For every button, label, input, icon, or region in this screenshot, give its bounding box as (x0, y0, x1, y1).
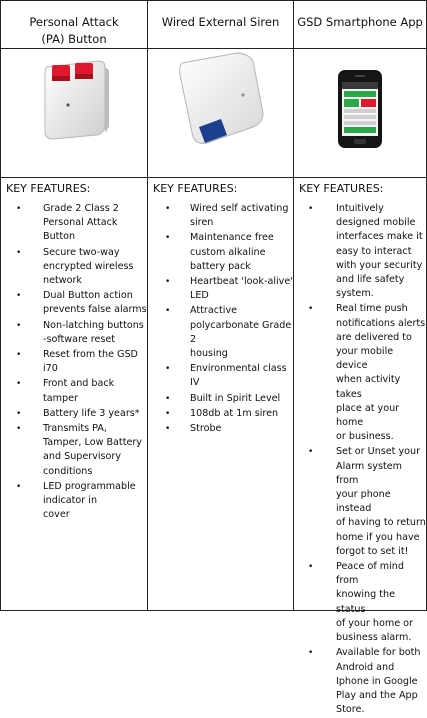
feature-text-line: Environmental class (190, 363, 287, 375)
feature-text-line: with your security (336, 259, 423, 271)
bullet-icon: • (308, 447, 314, 458)
feature-text-line: Strobe (190, 423, 222, 435)
bullet-icon: • (16, 481, 22, 492)
feature-text-line: home if you have (336, 531, 420, 543)
feature-text-line: Iphone in Google (336, 675, 418, 687)
feature-item (294, 445, 426, 559)
feature-text-line: Transmits PA, (43, 423, 107, 435)
feature-text-line: siren (190, 217, 214, 229)
bullet-icon: • (165, 233, 171, 244)
feature-text-line: Attractive (190, 305, 238, 317)
feature-text-line: Intuitively (336, 203, 384, 214)
feature-item (294, 560, 426, 645)
feature-text-line: cover (43, 509, 70, 521)
feature-text-line: and life safety (336, 274, 405, 286)
feature-text-line: Reset from the GSD (43, 349, 138, 361)
feature-text-line: business alarm. (336, 632, 412, 644)
header-line: Personal Attack (29, 15, 119, 29)
bullet-icon: • (308, 204, 314, 214)
bullet-icon: • (308, 648, 314, 659)
feature-text-line: Set or Unset your (336, 446, 421, 458)
feature-text-line: i70 (43, 363, 58, 375)
feature-item (294, 302, 426, 444)
feature-item (148, 202, 293, 230)
feature-text-line: are delivered to (336, 331, 412, 343)
feature-item (1, 202, 147, 245)
feature-text-line: Personal Attack (43, 217, 118, 229)
header-line: Wired External Siren (161, 15, 280, 29)
bullet-icon: • (165, 424, 171, 435)
bullet-icon: • (308, 304, 314, 315)
features-list (294, 202, 426, 717)
feature-text-line: tamper (43, 392, 78, 404)
feature-text-line: prevents false alarms (43, 304, 147, 316)
feature-text-line: and Supervisory (43, 451, 122, 463)
feature-text-line: Built in Spirit Level (190, 392, 281, 404)
feature-text-line: your phone instead (336, 489, 391, 515)
feature-text-line: system. (336, 288, 374, 300)
feature-text-line: -software reset (43, 333, 116, 345)
features-list (148, 202, 293, 436)
feature-text-line: Real time push (336, 303, 408, 315)
feature-text-line: easy to interact (336, 245, 412, 257)
feature-text-line: Dual Button action (43, 290, 133, 302)
feature-text-line: Alarm system from (336, 460, 402, 486)
feature-text-line: Available for both (336, 647, 421, 659)
feature-text-line: Play and the App (336, 689, 418, 701)
feature-text-line: interfaces make it (336, 231, 423, 243)
bullet-icon: • (16, 320, 22, 331)
bullet-icon: • (165, 408, 171, 419)
feature-text-line: place at your home (336, 402, 400, 429)
features-smartphone-app (294, 178, 426, 718)
feature-text-line: indicator in (43, 495, 98, 507)
feature-text-line: Heartbeat 'look-alive' (190, 276, 293, 288)
feature-text-line: Store. (336, 704, 365, 716)
feature-item (294, 202, 426, 301)
feature-text-line: Secure two-way (43, 246, 120, 258)
feature-text-line: Peace of mind from (336, 561, 404, 587)
siren-image (177, 51, 267, 151)
feature-item (1, 319, 147, 347)
feature-item (148, 231, 293, 274)
features-title: KEY FEATURES: (6, 182, 91, 195)
feature-item (1, 480, 147, 523)
feature-item (148, 392, 293, 406)
feature-item (1, 407, 147, 421)
feature-text-line: custom alkaline (190, 246, 266, 258)
feature-text-line: encrypted wireless (43, 260, 134, 272)
features-pa-button (1, 178, 147, 523)
feature-item (148, 422, 293, 436)
bullet-icon: • (308, 562, 314, 573)
feature-text-line: Grade 2 Class 2 (43, 203, 119, 214)
features-title: KEY FEATURES: (299, 182, 384, 195)
bullet-icon: • (165, 306, 171, 317)
feature-text-line: notifications alerts (336, 317, 426, 329)
feature-text-line: or business. (336, 431, 394, 443)
feature-text-line: of having to return (336, 517, 426, 529)
feature-text-line: polycarbonate Grade 2 (190, 319, 292, 345)
feature-text-line: battery pack (190, 260, 251, 272)
bullet-icon: • (165, 277, 171, 288)
feature-item (1, 246, 147, 289)
bullet-icon: • (16, 408, 22, 419)
header-line: (PA) Button (41, 32, 107, 46)
feature-text-line: Non-latching buttons (43, 319, 144, 331)
feature-item (148, 304, 293, 361)
feature-text-line: IV (190, 377, 200, 389)
feature-item (1, 348, 147, 376)
feature-text-line: Tamper, Low Battery (43, 437, 142, 449)
bullet-icon: • (165, 393, 171, 404)
feature-text-line: conditions (43, 465, 93, 477)
feature-item (1, 289, 147, 317)
pa-red-button-left (52, 65, 70, 77)
bullet-icon: • (16, 424, 22, 435)
pa-red-button-right (75, 63, 93, 75)
feature-text-line: forgot to set it! (336, 545, 409, 557)
feature-text-line: Button (43, 231, 76, 243)
feature-text-line: Battery life 3 years* (43, 407, 140, 419)
feature-text-line: 108db at 1m siren (190, 407, 279, 419)
feature-item (1, 422, 147, 479)
bullet-icon: • (165, 364, 171, 375)
bullet-icon: • (16, 379, 22, 390)
bullet-icon: • (165, 204, 171, 214)
feature-item (294, 646, 426, 717)
bullet-icon: • (16, 350, 22, 361)
feature-text-line: housing (190, 348, 228, 360)
feature-item (148, 407, 293, 421)
feature-text-line: Maintenance free (190, 232, 274, 244)
feature-item (148, 362, 293, 390)
features-siren (148, 178, 293, 437)
feature-text-line: your mobile device (336, 346, 394, 372)
feature-text-line: when activity takes (336, 374, 401, 400)
features-title: KEY FEATURES: (153, 182, 238, 195)
feature-text-line: of your home or (336, 617, 413, 629)
header-line: GSD Smartphone App (297, 15, 423, 29)
header-pa-button (1, 1, 147, 48)
header-smartphone-app (294, 1, 426, 48)
feature-text-line: knowing the status (336, 589, 395, 615)
smartphone-image (337, 69, 383, 149)
feature-text-line: Wired self activating (190, 203, 289, 214)
feature-text-line: LED programmable (43, 480, 136, 492)
header-siren (148, 1, 293, 48)
pa-button-image (39, 57, 111, 141)
bullet-icon: • (16, 291, 22, 302)
row-divider (1, 48, 426, 49)
bullet-icon: • (16, 204, 22, 214)
feature-item (1, 377, 147, 405)
feature-text-line: Front and back (43, 378, 115, 390)
feature-text-line: designed mobile (336, 217, 416, 229)
feature-text-line: Android and (336, 661, 395, 673)
feature-text-line: LED (190, 290, 209, 302)
features-list (1, 202, 147, 522)
feature-text-line: network (43, 275, 82, 287)
feature-item (148, 275, 293, 303)
bullet-icon: • (16, 247, 22, 258)
